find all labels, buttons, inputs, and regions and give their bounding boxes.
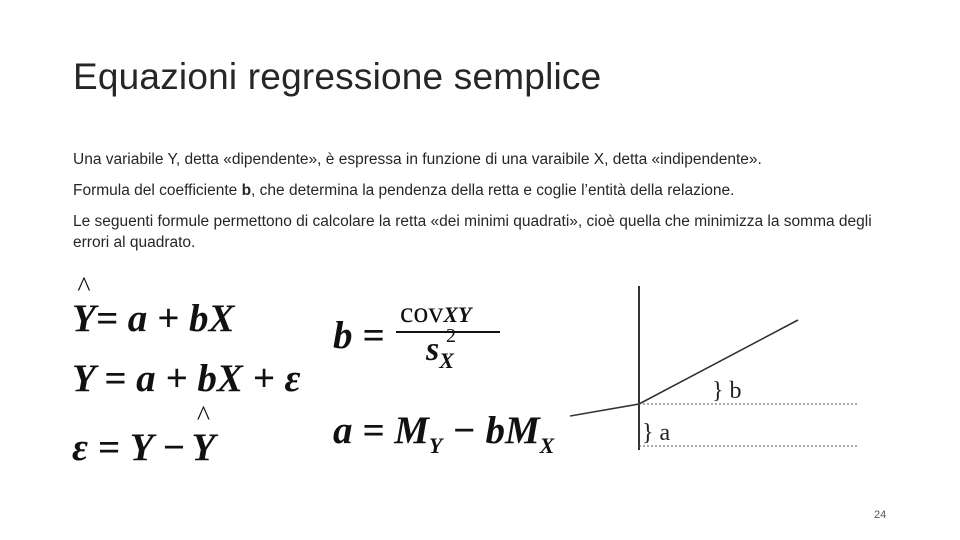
diagram-line-extension xyxy=(570,404,639,416)
formula-error xyxy=(72,425,215,470)
formula-coefficient-b-s-sub: X xyxy=(439,348,454,373)
formula-regression-line-yhat: ^ Y xyxy=(72,296,96,341)
paragraph-coefficient-b xyxy=(73,180,893,201)
formula-regression-line-rhs: = a + bX xyxy=(95,297,235,340)
paragraph-least-squares: Le seguenti formule permettono di calcolare la retta «dei minimi quadrati», cioè quella che minimizza la somma degli errori al quadrato. xyxy=(73,213,872,251)
paragraph-coefficient-b-bold: b xyxy=(241,182,252,199)
formula-regression-model: Y = a + bX + ε xyxy=(72,357,301,400)
formula-intercept-a-sub1: Y xyxy=(428,433,443,458)
slide-title: Equazioni regressione semplice xyxy=(73,56,602,97)
formula-error-yhat: ^ Y xyxy=(191,425,215,470)
formula-coefficient-b-cov: cov xyxy=(400,296,444,329)
formula-coefficient-b-fraction xyxy=(396,296,502,373)
formula-intercept-a-main: a = M xyxy=(333,409,429,452)
formula-coefficient-b-lhs: b = xyxy=(333,314,385,357)
formula-intercept-a-mid: − bM xyxy=(442,409,540,452)
regression-diagram xyxy=(570,280,870,460)
formula-error-lhs: ε = Y − xyxy=(72,426,186,469)
diagram-label-b: } b xyxy=(712,378,742,404)
formula-coefficient-b-denominator xyxy=(396,325,502,373)
formula-coefficient-b-s: s xyxy=(426,331,440,368)
paragraph-coefficient-b-text2: , che determina la pendenza della retta e coglie l’entità della relazione. xyxy=(251,182,735,199)
paragraph-dependent-variable: Una variabile Y, detta «dipendente», è espressa in funzione di una varaibile X, detta «indipendente». xyxy=(73,151,762,168)
formula-coefficient-b-cov-sub: XY xyxy=(443,302,472,327)
formula-coefficient-b-sup: 2 xyxy=(446,325,456,347)
formula-intercept-a-sub2: X xyxy=(539,433,555,458)
page-number: 24 xyxy=(874,509,887,521)
paragraph-coefficient-b-text1: Formula del coefficiente xyxy=(73,182,242,199)
diagram-label-a: } a xyxy=(642,420,671,446)
formula-intercept-a xyxy=(333,408,555,458)
formula-regression-line xyxy=(72,296,235,341)
